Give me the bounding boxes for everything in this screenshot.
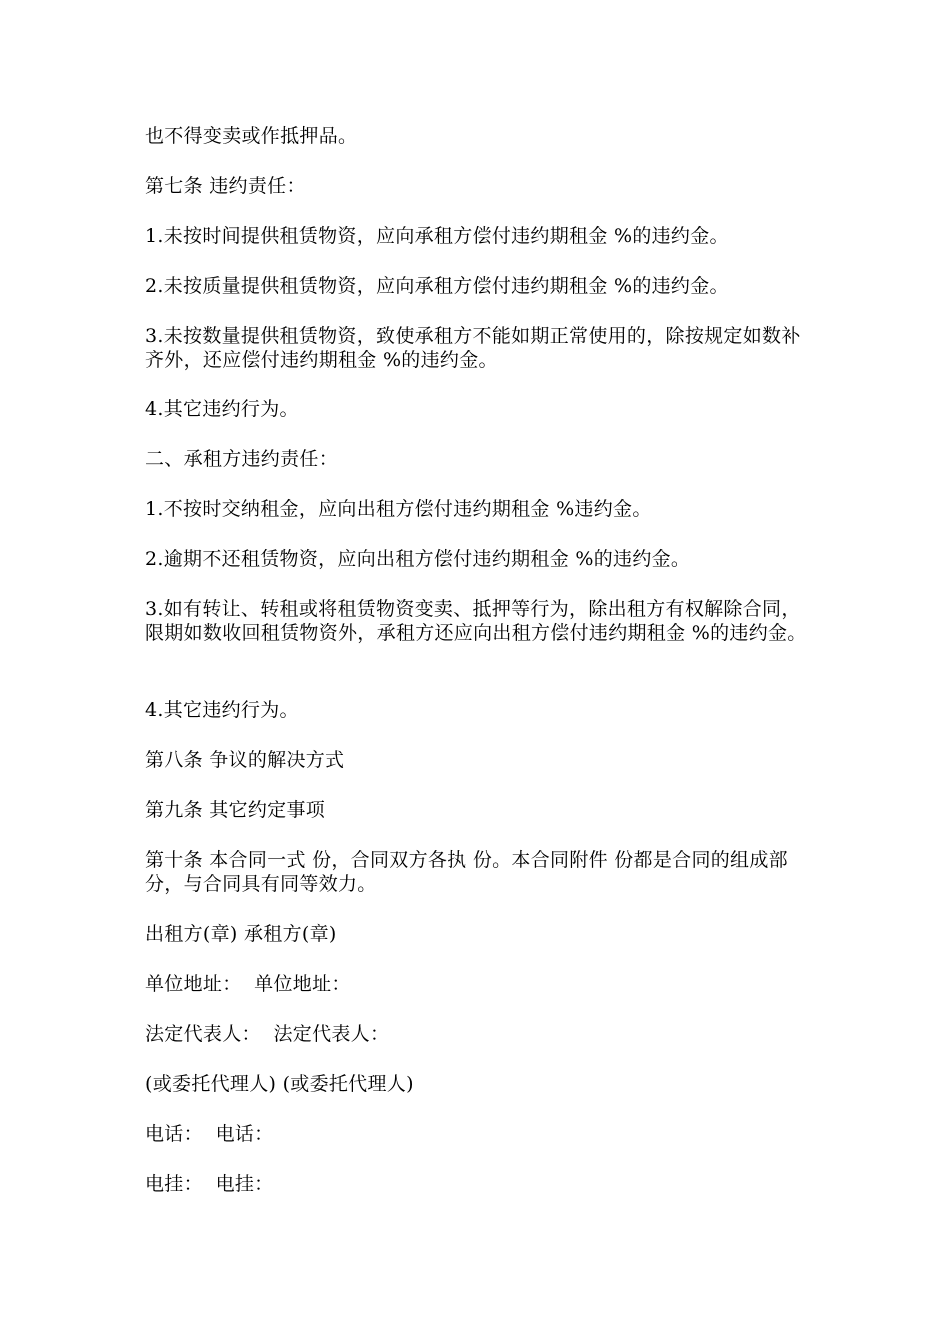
lessor-breach-item-4: 4.其它违约行为。 [145,398,299,420]
paragraph-continuation: 也不得变卖或作抵押品。 [145,125,358,147]
article-9-heading: 第九条 其它约定事项 [145,799,326,821]
lessor-breach-item-1: 1.未按时间提供租赁物资，应向承租方偿付违约期租金 %的违约金。 [145,225,729,247]
lessee-breach-item-4: 4.其它违约行为。 [145,699,299,721]
article-8-heading: 第八条 争议的解决方式 [145,749,345,771]
telegraph-line: 电挂： 电挂： [145,1173,274,1195]
article-7-heading: 第七条 违约责任： [145,175,306,197]
lessee-breach-item-3: 3.如有转让、转租或将租赁物资变卖、抵押等行为，除出租方有权解除合同，限期如数收回租赁物资外，承租方还应向出租方偿付违约期租金 %的违约金。 [145,598,807,644]
authorized-agent-line: (或委托代理人) (或委托代理人) [145,1073,414,1095]
lessor-breach-item-2: 2.未按质量提供租赁物资，应向承租方偿付违约期租金 %的违约金。 [145,275,729,297]
signature-parties-line: 出租方(章) 承租方(章) [145,923,337,945]
article-10-paragraph: 第十条 本合同一式 份，合同双方各执 份。本合同附件 份都是合同的组成部分，与合同具有同等效力。 [145,849,788,895]
lessee-breach-item-1: 1.不按时交纳租金，应向出租方偿付违约期租金 %违约金。 [145,498,652,520]
lessor-breach-item-3: 3.未按数量提供租赁物资，致使承租方不能如期正常使用的，除按规定如数补齐外，还应偿付违约期租金 %的违约金。 [145,325,801,371]
lessee-breach-item-2: 2.逾期不还租赁物资，应向出租方偿付违约期租金 %的违约金。 [145,548,691,570]
legal-representative-line: 法定代表人： 法定代表人： [145,1023,390,1045]
address-line: 单位地址： 单位地址： [145,973,351,995]
telephone-line: 电话： 电话： [145,1123,274,1145]
lessee-breach-heading: 二、承租方违约责任： [145,448,339,470]
